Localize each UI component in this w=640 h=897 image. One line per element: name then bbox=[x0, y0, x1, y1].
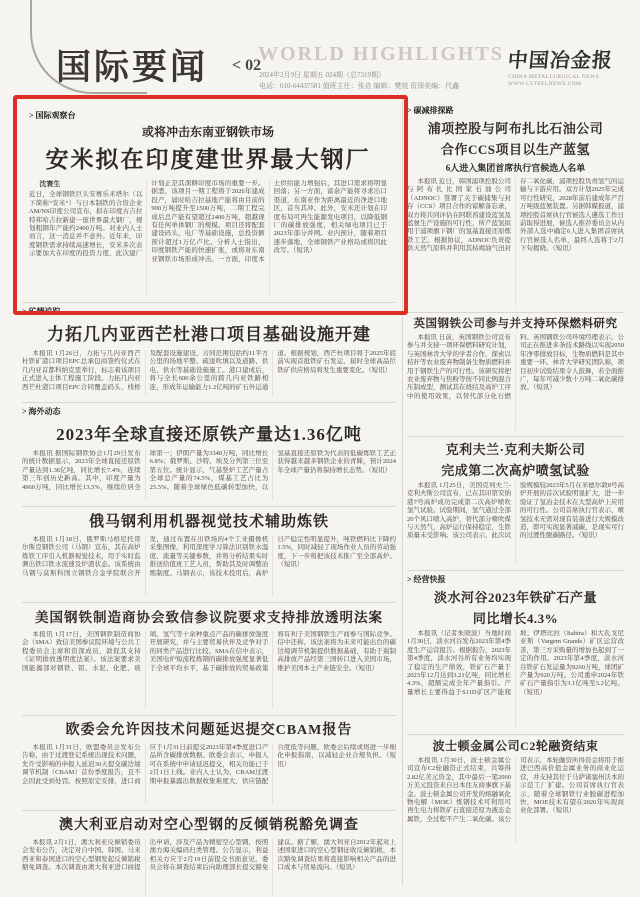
divider bbox=[22, 602, 396, 603]
section-tag: > 碳减排探路 bbox=[407, 106, 454, 115]
featured-body-text: 近日，全球钢铁巨头安赛乐米塔尔（以下简称“安米”）与日本制铁的合资企业AM/NS印度公司宣布，拟在印度古吉拉特邦哈吉拉新建一座世界最大钢厂，规划粗钢年产能约2400万吨。对业内人士而言，这一消息并不意外。近年来，印度钢铁需求持续高速增长，安米多次表示要加大在印度的投资力度，此次建厂计划正是其深耕印度市场的重要一步。据悉，该项目一期工程将于2026年建成投产，届时哈吉拉基地产能将由目前的900万吨提升至1500万吨，二期工程完成后总产能有望超过2400万吨，超越现有任何单体钢厂的规模。项目还将配套建设码头、电厂等基础设施，总投资额预计超过1万亿卢比。分析人士指出，印度钢铁产能的快速扩张，或将对东南亚钢铁市场形成冲击。一方面，印度本土供给能力增强后，其进口需求将明显回落；另一方面，富余产能将寻求出口渠道，东南亚作为距离最近的净进口地区，首当其冲。此外，安米还计划在印度布局可再生能源发电项目，以降低钢厂的碳排放强度，相关绿电项目已于2023年部分并网。业内预计，随着项目逐步落地，全球钢铁产业格局或将因此改写。（短讯） bbox=[29, 180, 387, 263]
article bbox=[407, 737, 624, 843]
brand-logo-text: 中国冶金报 bbox=[506, 50, 614, 72]
article bbox=[407, 574, 624, 728]
page-number: < 02 bbox=[232, 57, 262, 74]
featured-byline: 沈寰生 bbox=[39, 180, 61, 188]
section-tag: > 海外动态 bbox=[22, 407, 61, 416]
article-headline: 澳大利亚启动对空心型钢的反倾销税豁免调查 bbox=[59, 818, 359, 833]
article-body: 本报讯（记者朱晓波）当地时间1月30日，淡水河谷发布2023年第4季度生产运营报告。根据报告，2023年第4季度，淡水河谷所有业务均实现了稳定的生产绩效，铁矿石产量于2023年12月达到3.21亿吨，同比增长4.3%，超额完成全年产量指引。产量增长主要得益于S11D矿区产能爬坡、伊塔比拉（Itabira）和大孔戈尼亚斯（Vargem Grande）矿区运营改善，第三方采购量的增加也起到了一定的作用。2023年第4季度，淡水河谷铁矿石发运量为9260万吨，球团矿产量为920万吨。公司重申2024年铁矿石产量指引为3.1亿吨至3.2亿吨。（短讯） bbox=[407, 630, 624, 696]
section-title: 国际要闻 bbox=[56, 48, 209, 87]
divider bbox=[22, 506, 396, 507]
article-subtitle: 6人进入集团首席执行官候选人名单 bbox=[445, 163, 586, 173]
article-body: 本报讯 近日，韩国浦项控股公司与阿布扎比国家石油公司（ADNOC）签署了关于碳捕集与封存（CCS）项目合作的谅解备忘录，双方将共同评估在阿联酋建设蓝氢及蓝氨生产设施的可行性，所产蓝氢拟用于浦项旗下钢厂的氢基直接还原炼铁工艺。根据协议，ADNOC负责提供天然气原料并利用其枯竭油气田封存二氧化碳，浦项控股负责氢气的运输与下游应用。双方计划2025年完成可行性研究，2028年前后建成年产百万吨级蓝氨装置。另据韩媒报道，浦项控股首席执行官候选人遴选工作日前取得进展，候选人推荐委员会从内外部人选中确定6人进入集团首席执行官候选人名单，最终人选将于2月下旬揭晓。（短讯） bbox=[407, 178, 624, 253]
article-headline: 波士顿金属公司C2轮融资结束 bbox=[432, 739, 599, 753]
article-headline: 美国钢铁制造商协会致信参议院要求支持排放透明法案 bbox=[35, 610, 383, 625]
article bbox=[407, 105, 624, 306]
divider bbox=[22, 810, 396, 811]
date-line: 2024年2月9日 星期五 024期（总7319期） bbox=[259, 71, 385, 79]
newspaper-brand bbox=[508, 44, 626, 87]
brand-subtitle-en: CHINA METALLURGICAL NEWS bbox=[508, 74, 600, 80]
article-headline-line2: 合作CCS项目以生产蓝氢 bbox=[440, 142, 590, 157]
featured-headline: 安米拟在印度建世界最大钢厂 bbox=[45, 147, 371, 172]
article-headline: 俄马钢利用机器视觉技术辅助炼铁 bbox=[88, 514, 329, 530]
article bbox=[22, 510, 396, 596]
article-body: 本报讯 据国际钢铁协会1月29日发布的统计数据显示，2023年全球直接还原铁产量达到1.36亿吨，同比增长7.4%，连续第三年创历史新高。其中，印度产量为4960万吨，同比增长13.5%，继续位居全球第一；伊朗产量为3340万吨，同比增长6.8%；俄罗斯、沙特、埃及分列第三位至第五位。统计显示，气基竖炉工艺产量占全球总产量的74.5%，煤基工艺占比为25.5%。随着全球绿色低碳转型加快，以氢基直接还原铁为代表的低碳炼铁工艺正获得越来越多钢铁企业的青睐，预计2024年全球产量仍将保持增长态势。（短讯） bbox=[22, 450, 396, 491]
article-body: 本报讯 1月31日，欧盟委员会发布公告称，由于过渡登记系统出现技术问题，允许受影响的申报人延迟30天提交碳边境调节机制（CBAM）首份季度报告，且不会因此受到处罚。按照原定安排，进口商应于1月31日前提交2023年第4季度进口产品所含碳排放数据。欧委会表示，申报人可在系统中申请延迟提交，相关功能已于2月1日上线。业内人士认为，CBAM过渡期申报暴露出数据收集难度大、供应链配合度低等问题，欧委会后续或将进一步细化申报指南，以减轻企业合规负担。（短讯） bbox=[22, 744, 396, 785]
article-body: 本报讯 日前，英国钢铁公司宣布参与并支持一项环保燃料研究计划，与英国林肯大学的学者合作，探索以秸秆等农业废弃物制备生物质燃料并用于钢铁生产的可行性。该研究将把农业废弃物与焦粉等按不同比例混合压制成型，测试其在烧结及高炉工序中的使用效果，以替代部分化石燃料。英国钢铁公司环境经理表示，公司正在推进多条技术路线以实现2050年净零排放目标，生物质燃料是其中重要一环。林肯大学研究团队称，项目初步试验结果令人鼓舞，若全面推广，每年可减少数十万吨二氧化碳排放。（短讯） bbox=[407, 334, 624, 400]
article-headline-line2: 完成第二次高炉喷氢试验 bbox=[441, 463, 590, 478]
article bbox=[407, 439, 624, 564]
article bbox=[22, 406, 396, 500]
section-tag: > 矿情追踪 bbox=[22, 307, 61, 316]
right-column bbox=[407, 96, 624, 886]
article-headline: 欧委会允许因技术问题延迟提交CBAM报告 bbox=[65, 723, 353, 738]
contact-line: 电话：010-64437581 值班主任：张垚 编辑：樊悦 资深美编：代鑫 bbox=[259, 82, 460, 90]
highlight-red-frame bbox=[13, 95, 408, 315]
divider bbox=[22, 715, 396, 716]
article-body: 本报讯 1月30日，波士顿金属公司宣布C2轮融资正式结束，共筹得2.82亿美元资金，其中最后一笔2000万美元投资来自日本住友商事旗下基金。波士顿金属公司开发的熔融氧化物电解（MOE）炼钢技术可利用可再生电力将铁矿石直接还原为液态金属铁，全过程不产生二氧化碳。该公司表示，本轮融资所得资金将用于推进巴西高价值金属业务的商业化运营，并支持其位于马萨诸塞州沃本的示范工厂扩建。公司首席执行官表示，随着全球钢铁行业脱碳进程加快，MOE技术有望在2026年实现商业化部署。（短讯） bbox=[407, 757, 624, 823]
article-body: 本报讯 2月1日，澳大利亚反倾销委员会发布公告，决定对自中国、韩国、马来西亚和泰国进口的空心型钢发起反倾销税豁免调查。本次调查由澳大利亚进口商提出申请，涉及产品为精密空心型钢，按照澳方海关编码归类管理。公告显示，利益相关方应于2月19日前提交书面意见，委员会将在调查结束后向助理部长提交豁免建议。据了解，澳大利亚自2012年起对上述国家进口的空心型钢征收反倾销税，本次豁免调查结果将直接影响相关产品的进口成本与贸易流向。（短讯） bbox=[22, 839, 396, 872]
article-headline-line1: 淡水河谷2023年铁矿石产量 bbox=[433, 590, 597, 605]
article bbox=[22, 719, 396, 804]
article-headline: 英国钢铁公司参与并支持环保燃料研究 bbox=[413, 318, 618, 330]
article bbox=[407, 315, 624, 430]
article-body: 本报讯 1月18日，俄罗斯马格尼托哥尔斯克钢铁公司（马钢）宣布，其在高炉炼铁工序引入机器视觉技术，用于实时监测出铁口铁水流速及炉渣状态。该系统由马钢与莫斯科国立钢铁合金学院联合开发，通过布置在出铁场的4个工业摄像机采集图像，利用深度学习算法识别铁水温度、流量等关键参数，并将分析结果实时推送给值班工艺人员，帮助其及时调整冶炼制度。马钢表示，该技术投用后，高炉日产稳定性明显提升，吨铁燃料比下降约1.5%，同时减轻了现场作业人员的劳动强度，下一步将把该技术推广至全部高炉。（短讯） bbox=[22, 536, 396, 577]
divider bbox=[407, 734, 624, 735]
article-body: 本报讯 1月26日，力拓与几内亚西芒杜铁矿港口项目EPC总承包商签约仪式在几内亚首都科纳克里举行，标志着该项目正式进入主体工程施工阶段。力拓几内亚西芒杜港口项目EPC合同覆盖码头、栈桥及配套设施建设，合同范围包括约11平方公里的场地平整、疏浚吹填以及道路、供电、供水等基础设施施工。港口建成后，将与全长600余公里的跨几内亚铁路相连，形成年运输能力1.2亿吨的矿石外运通道。根据规划，西芒杜项目将于2025年底前实现首批铁矿石发运，届时全球高品位铁矿供应格局将发生重要变化。（短讯） bbox=[22, 350, 396, 391]
article bbox=[22, 606, 396, 709]
section-tag: > 经营快报 bbox=[407, 575, 446, 584]
article-headline: 2023年全球直接还原铁产量达1.36亿吨 bbox=[56, 425, 362, 444]
article-headline-line1: 浦项控股与阿布扎比石油公司 bbox=[427, 121, 604, 136]
brand-website: WWW.CSTEELNEWS.COM bbox=[508, 81, 582, 87]
masthead-english: WORLD HIGHLIGHTS bbox=[258, 43, 504, 65]
divider bbox=[407, 436, 624, 437]
article bbox=[22, 814, 396, 897]
divider bbox=[407, 312, 624, 313]
page-header bbox=[0, 0, 640, 96]
article-body: 本报讯 1月17日，美国钢铁制造商协会（SMA）致信美国参议院环境与公共工程委员会主席和资深成员，敦促其支持《证明排放透明度法案》。该法案要求美国能源部对钢铁、铝、水泥、化肥、玻璃、氢气等十余种重点产品的碳排放强度开展研究，并与主要贸易伙伴及竞争对手的同类产品进行比较。SMA在信中表示，美国电炉短流程炼钢的碳排放强度显著低于全球平均水平，基于碳排放的贸易政策将有利于美国钢铁生产商参与国际竞争。信中还称，该法案将为未来可能出台的碳边境调节机制提供数据基础，有助于遏制高排放产品经第三国转口进入美国市场，维护美国本土产业链安全。（短讯） bbox=[22, 631, 396, 672]
article-headline-line2: 同比增长4.3% bbox=[472, 611, 559, 626]
divider bbox=[22, 402, 396, 403]
featured-kicker: 或将冲击东南亚钢铁市场 bbox=[141, 125, 274, 139]
article-headline-line1: 克利夫兰·克利夫斯公司 bbox=[445, 442, 586, 457]
divider bbox=[407, 570, 624, 571]
article-body: 本报讯 1月25日，美国克利夫兰-克利夫斯公司宣布，已在其印第安纳港7号高炉成功完成第二次高炉喷吹氢气试验。试验期间，氢气通过全部20个风口喷入高炉，替代部分喷吹煤与天然气，高炉运行保持稳定，生铁质量未受影响。该公司表示，此次试验规模较2023年5月在米德尔敦8号高炉开展的首次试验明显扩大，进一步验证了氢冶金技术在大型高炉上应用的可行性。公司首席执行官表示，喷氢技术无需对现有装备进行大规模改造，即可实现显著减碳，是现实可行的过渡性脱碳路径。（短讯） bbox=[407, 482, 624, 540]
article bbox=[22, 306, 396, 396]
section-tag: > 国际观察台 bbox=[29, 111, 76, 120]
article-headline: 力拓几内亚西芒杜港口项目基础设施开建 bbox=[47, 325, 371, 344]
